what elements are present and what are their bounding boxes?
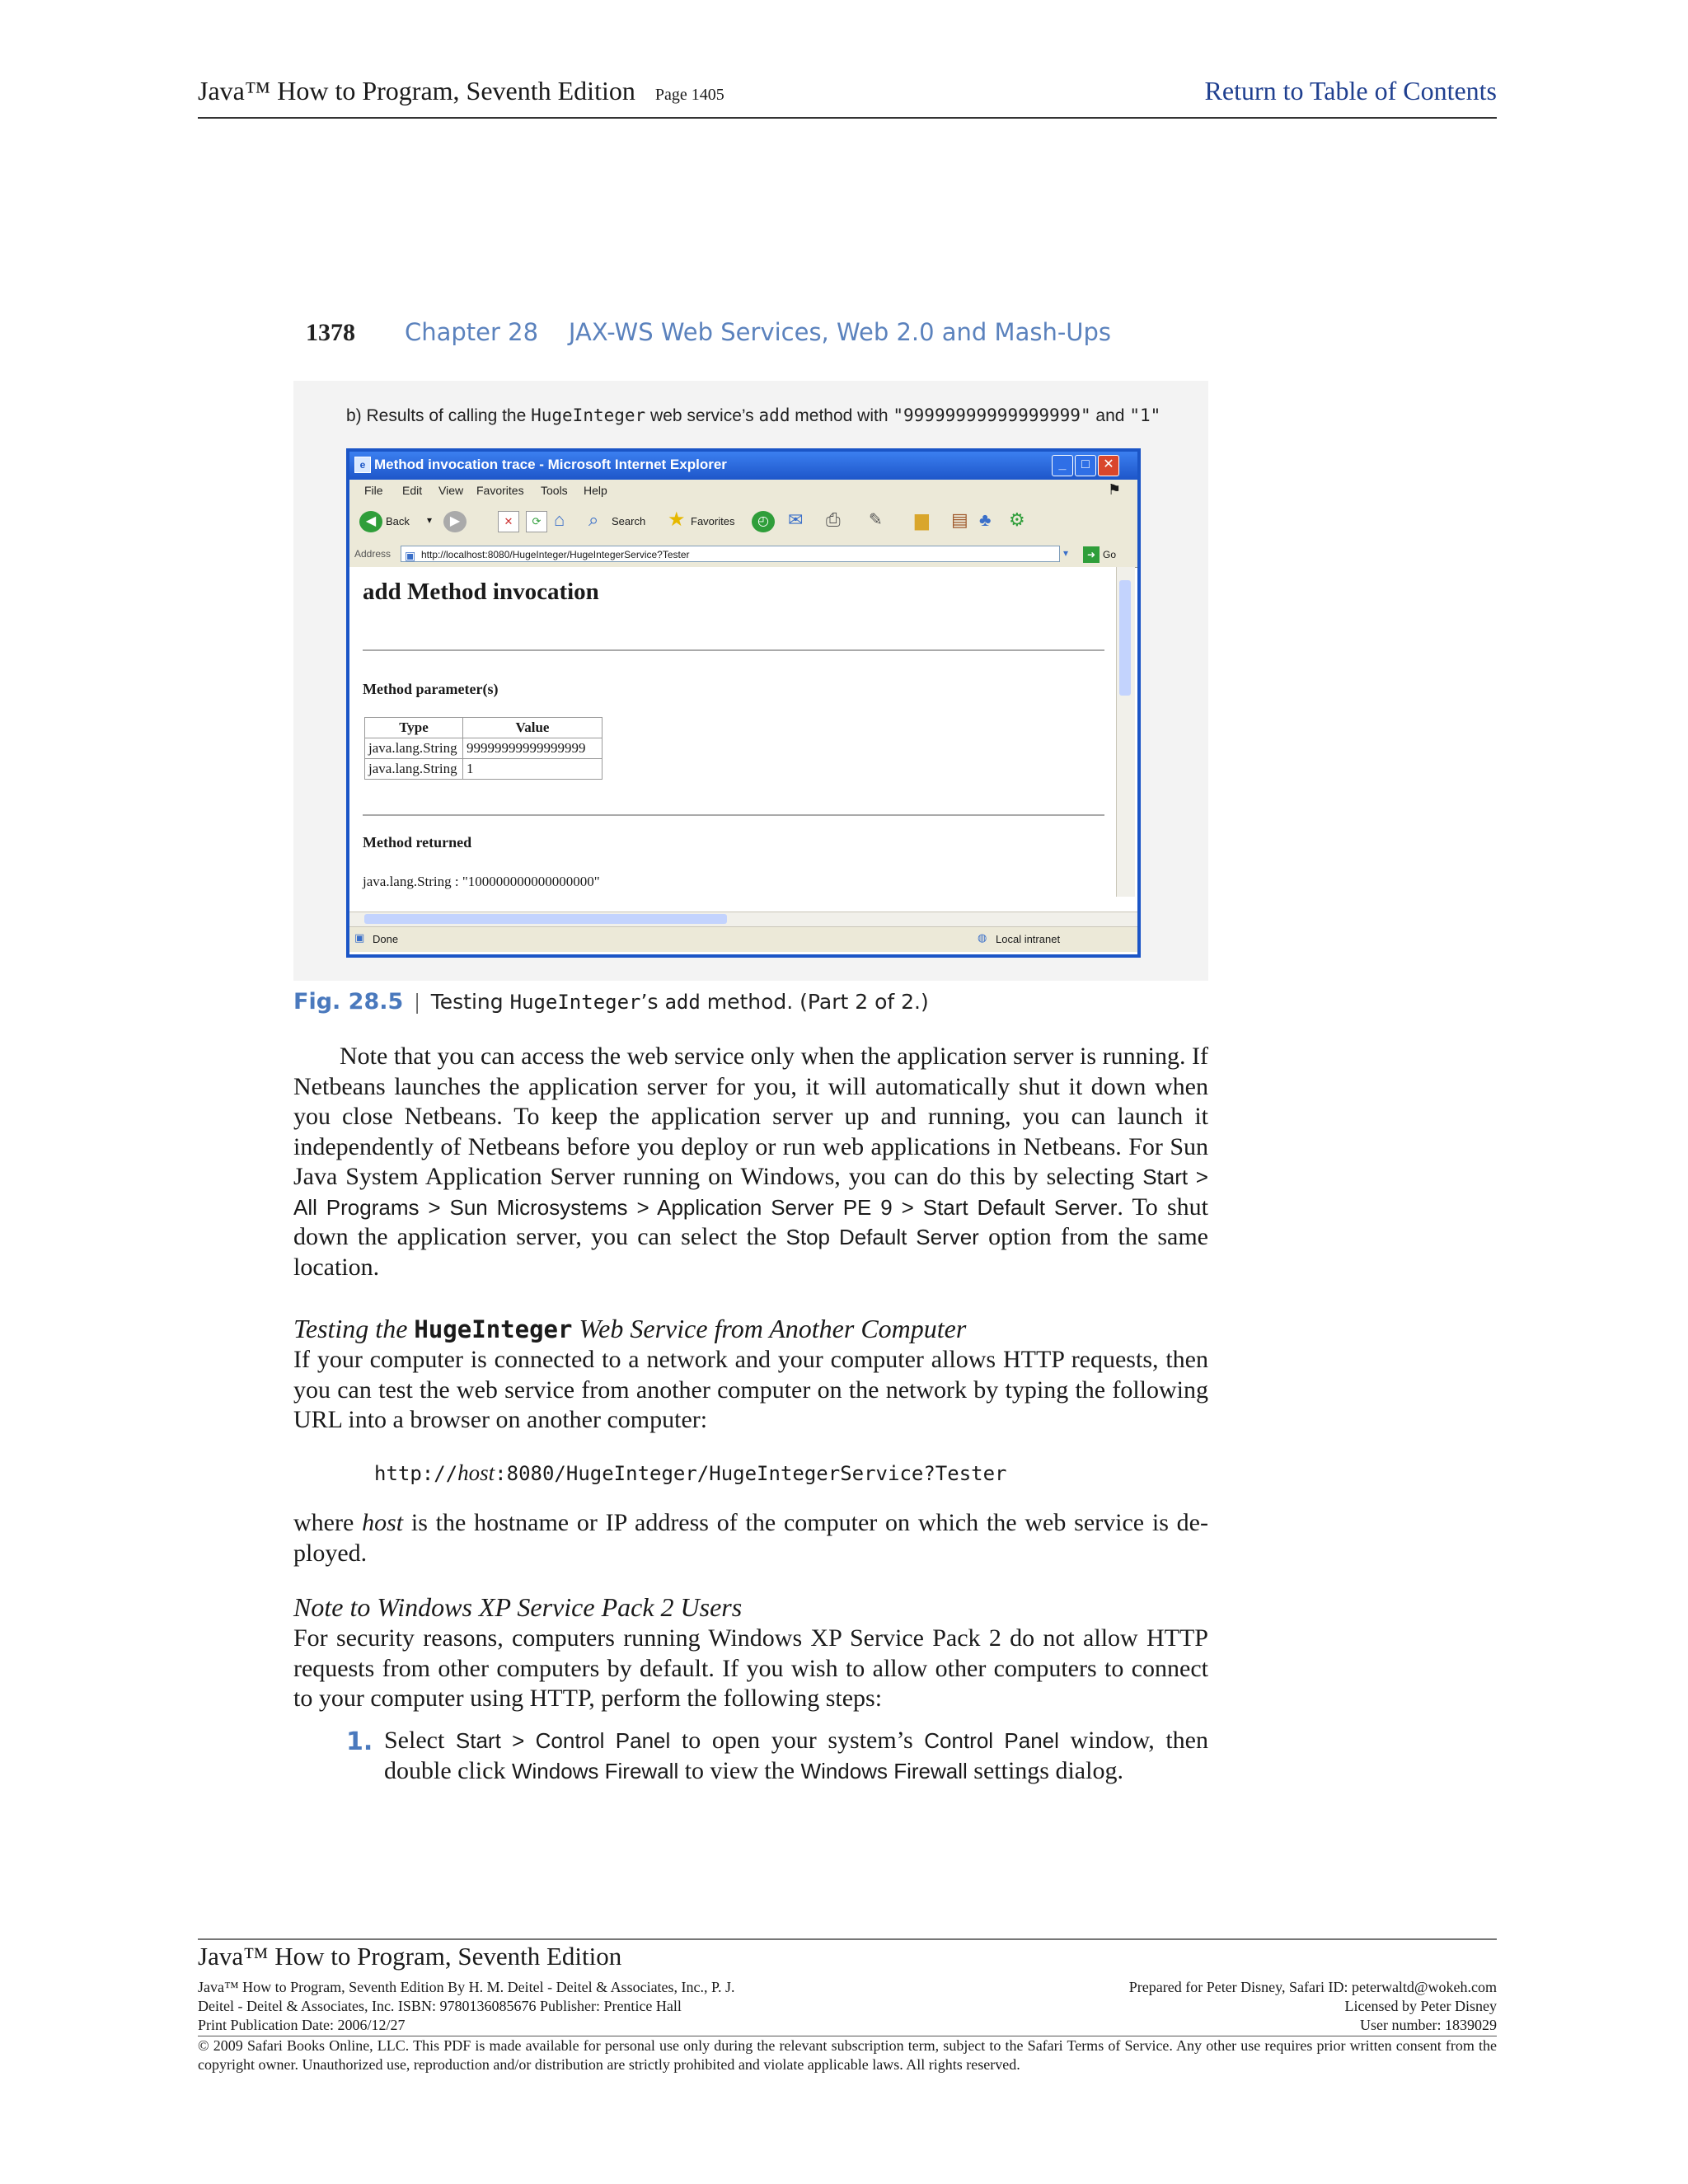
zone-text: Local intranet — [996, 933, 1061, 945]
menu-edit[interactable]: Edit — [402, 484, 423, 497]
caption-method: add — [664, 991, 701, 1014]
minimize-icon[interactable]: _ — [1052, 455, 1073, 476]
browser-window — [346, 448, 1141, 958]
returned-value: java.lang.String : "100000000000000000" — [363, 874, 600, 889]
header-book-title-text: Java™ How to Program, Seventh Edition — [198, 76, 635, 105]
footer-line1-right: Prepared for Peter Disney, Safari ID: peterwaltd@wokeh.com — [1128, 1979, 1497, 1995]
forward-arrow-icon[interactable]: ▶ — [443, 511, 467, 532]
menu-file[interactable]: File — [364, 484, 383, 497]
divider — [363, 814, 1104, 816]
browser-menubar — [349, 480, 1137, 502]
section-heading — [293, 1314, 966, 1344]
folder-icon[interactable]: ▆ — [915, 509, 929, 530]
edit-icon[interactable]: ✎ — [869, 511, 883, 529]
footer-copyright: © 2009 Safari Books Online, LLC. This PDF is made available for personal use only during the relevant subscription term, subject to the Safari Terms of Service. Any other use requires prior written consent from the copyright owner. Unauthorized use, reproduction and/or distribution are strictly prohibited and violate applicable laws. All rights reserved. — [198, 2037, 1497, 2073]
column-header-type: Type — [365, 718, 463, 738]
method-invocation-heading: add Method invocation — [363, 579, 599, 605]
subcaption-class-name: HugeInteger — [531, 405, 646, 425]
subcaption-arg1: "99999999999999999" — [893, 405, 1091, 425]
search-label[interactable]: Search — [612, 515, 646, 527]
ui-ref: Windows Firewall — [511, 1758, 679, 1783]
search-icon[interactable]: ⌕ — [588, 509, 599, 530]
footer-line3-right: User number: 1839029 — [1360, 2017, 1497, 2033]
address-dropdown-icon[interactable]: ▾ — [1063, 547, 1069, 559]
table-row — [365, 738, 603, 759]
close-icon[interactable]: ✕ — [1098, 455, 1119, 476]
url-text: http:// — [374, 1462, 458, 1485]
browser-content — [349, 567, 1116, 912]
research-icon[interactable]: ▤ — [951, 509, 968, 530]
url-code-line — [374, 1460, 1007, 1486]
table-header-row — [365, 718, 603, 738]
chapter-title: Chapter 28 JAX-WS Web Services, Web 2.0 and Mash-Ups — [405, 318, 1112, 346]
body-paragraph — [293, 1508, 1208, 1568]
vertical-scrollbar[interactable] — [1116, 567, 1135, 897]
browser-title: Method invocation trace - Microsoft Internet Explorer — [374, 457, 727, 472]
step-text-part: Select — [384, 1727, 456, 1754]
step-text-part: window, then double click — [384, 1727, 1208, 1784]
table-cell: 99999999999999999 — [463, 738, 603, 759]
menu-path: Start > All Programs > Sun Microsystems > Application Server PE 9 > Start Default Server — [293, 1165, 1208, 1220]
subcaption-text: method with — [790, 406, 893, 425]
caption-class-name: HugeInteger — [509, 991, 641, 1014]
page-header — [198, 76, 1497, 119]
menu-item-ref: Stop Default Server — [785, 1225, 979, 1249]
table-cell: 1 — [463, 759, 603, 780]
paragraph-text: where — [293, 1509, 363, 1536]
paragraph-text: . To shut down the application server, you can select the — [293, 1193, 1208, 1250]
caption-text: ’s — [640, 990, 665, 1014]
tools-icon[interactable]: ⚙ — [1009, 509, 1025, 530]
menu-tools[interactable]: Tools — [541, 484, 568, 497]
footer-line2-left: Deitel - Deitel & Associates, Inc. ISBN: 9780136085676 Publisher: Prentice Hall — [198, 1998, 682, 2014]
url-text: :8080/HugeInteger/HugeIntegerService?Tester — [495, 1462, 1007, 1485]
stop-icon[interactable]: ✕ — [498, 511, 519, 532]
subcaption-text: web service’s — [645, 406, 759, 425]
returned-heading: Method returned — [363, 834, 472, 851]
url-host: host — [457, 1460, 495, 1485]
subcaption-arg2: "1" — [1129, 405, 1161, 425]
step-text-part: to open your system’s — [670, 1727, 925, 1754]
ui-ref: Start > Control Panel — [455, 1728, 671, 1753]
book-page-number: 1378 — [306, 319, 355, 346]
intranet-icon: ◍ — [978, 931, 987, 944]
page-done-icon: ▣ — [354, 931, 365, 944]
favorites-star-icon[interactable]: ★ — [668, 509, 686, 531]
history-icon[interactable]: ◴ — [752, 511, 775, 532]
back-arrow-icon[interactable]: ◀ — [359, 511, 382, 532]
ie-icon: e — [354, 457, 371, 473]
paragraph-italic: host — [362, 1509, 404, 1536]
home-icon[interactable]: ⌂ — [554, 509, 565, 530]
browser-titlebar[interactable] — [349, 452, 1137, 480]
go-arrow-icon[interactable]: ➜ — [1083, 546, 1100, 563]
horizontal-scroll-thumb[interactable] — [364, 914, 727, 924]
vertical-scroll-thumb[interactable] — [1119, 580, 1131, 696]
subcaption-method: add — [758, 405, 790, 425]
paragraph-text: option from the same location. — [293, 1223, 1208, 1281]
browser-statusbar — [349, 926, 1137, 952]
status-text: Done — [373, 933, 399, 945]
step-text-part: to view the — [678, 1756, 801, 1784]
page-icon: ▣ — [405, 549, 416, 562]
menu-view[interactable]: View — [438, 484, 464, 497]
figure-subcaption — [346, 405, 1160, 426]
horizontal-scrollbar[interactable] — [349, 912, 1137, 927]
caption-separator: | — [415, 989, 420, 1014]
subcaption-text: and — [1090, 406, 1130, 425]
ui-ref: Windows Firewall — [800, 1758, 968, 1783]
windows-flag-icon: ⚑ — [1108, 481, 1122, 498]
params-table — [364, 717, 603, 780]
browser-toolbar — [349, 501, 1137, 543]
favorites-label[interactable]: Favorites — [691, 515, 735, 527]
maximize-icon[interactable]: □ — [1075, 455, 1096, 476]
header-book-title — [198, 76, 724, 106]
subcaption-text: b) Results of calling the — [346, 406, 532, 425]
back-label[interactable]: Back — [386, 515, 410, 527]
address-url: http://localhost:8080/HugeInteger/HugeIntegerService?Tester — [421, 549, 690, 560]
section-heading: Note to Windows XP Service Pack 2 Users — [293, 1592, 743, 1622]
body-paragraph — [293, 1042, 1208, 1282]
body-paragraph: For security reasons, computers running Windows XP Service Pack 2 do not allow HTTP requests from other computers by default. If you wish to allow other computers to connect to your computer using HTTP, perform the following steps: — [293, 1624, 1208, 1712]
figure-caption — [293, 989, 929, 1015]
params-heading: Method parameter(s) — [363, 681, 499, 697]
heading-text: Web Service from Another Computer — [572, 1314, 967, 1343]
step-text-part: settings dialog. — [967, 1756, 1123, 1784]
refresh-icon[interactable]: ⟳ — [526, 511, 547, 532]
figure-label: Fig. 28.5 — [293, 989, 404, 1015]
figure-panel — [293, 381, 1208, 981]
print-icon[interactable]: ⎙ — [826, 509, 841, 530]
dropdown-icon[interactable]: ▾ — [427, 514, 433, 526]
header-page-number: Page 1405 — [654, 86, 724, 104]
address-input[interactable] — [401, 546, 1060, 562]
paragraph-text: Note that you can access the web service only when the application server is running. If Netbeans launches the application server for you, it will automatically shut it down when you close Netbeans. To keep the application server up and running, you can launch it independently of Netbeans before you deploy or run web applications in Netbeans. For Sun Java System Application Server running on Windows, you can do this by selecting — [293, 1043, 1208, 1190]
footer-divider — [198, 1938, 1497, 1940]
footer-book-title: Java™ How to Program, Seventh Edition — [198, 1942, 622, 1971]
table-cell: java.lang.String — [365, 759, 463, 780]
heading-code: HugeInteger — [414, 1315, 573, 1343]
ui-ref: Control Panel — [924, 1728, 1059, 1753]
mail-icon[interactable]: ✉ — [788, 509, 804, 530]
step-text — [384, 1726, 1208, 1786]
footer-line3-left: Print Publication Date: 2006/12/27 — [198, 2017, 406, 2033]
address-bar — [349, 542, 1137, 568]
column-header-value: Value — [463, 718, 603, 738]
menu-favorites[interactable]: Favorites — [476, 484, 524, 497]
footer-line2-right: Licensed by Peter Disney — [1344, 1998, 1497, 2014]
table-cell: java.lang.String — [365, 738, 463, 759]
go-label[interactable]: Go — [1103, 549, 1117, 560]
messenger-icon[interactable]: ♣ — [979, 509, 992, 530]
body-paragraph: If your computer is connected to a network and your computer allows HTTP requests, then you can test the web service from another computer on the network by typing the following URL into a browser on another computer: — [293, 1346, 1208, 1433]
step-number: 1. — [346, 1727, 373, 1756]
caption-text: method. (Part 2 of 2.) — [700, 990, 929, 1014]
caption-text: Testing — [430, 990, 510, 1014]
address-label: Address — [354, 548, 392, 560]
paragraph-text: is the hostname or IP address of the computer on which the web service is de-ployed. — [293, 1509, 1208, 1567]
return-to-toc-link[interactable]: Return to Table of Contents — [1204, 76, 1497, 105]
footer-line1-left: Java™ How to Program, Seventh Edition By H. M. Deitel - Deitel & Associates, Inc., P. J. — [198, 1979, 735, 1995]
divider — [363, 649, 1104, 651]
menu-help[interactable]: Help — [584, 484, 607, 497]
chapter-header — [293, 290, 1111, 347]
table-row — [365, 759, 603, 780]
heading-text: Testing the — [293, 1314, 415, 1343]
